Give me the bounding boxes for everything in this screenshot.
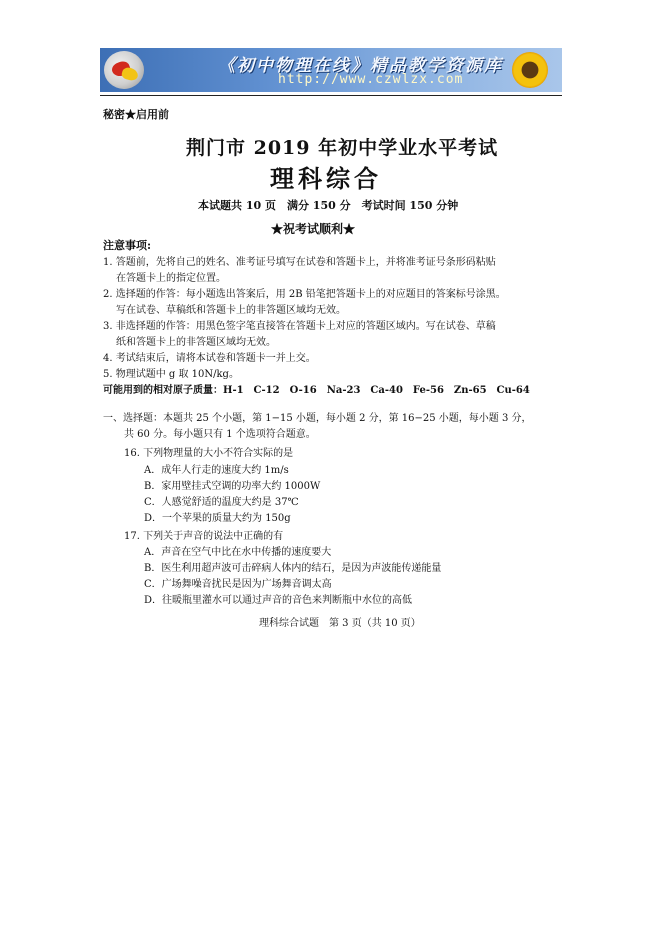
notice-item: 3. 非选择题的作答：用黑色签字笔直接答在答题卡上对应的答题区域内。写在试卷、草稿 [103,321,496,332]
question-option: D．一个苹果的质量大约为 150g [144,513,291,524]
banner-divider [100,95,562,96]
question-option: D．往暖瓶里灌水可以通过声音的音色来判断瓶中水位的高低 [144,595,413,606]
notice-item: 2. 选择题的作答：每小题选出答案后，用 2B 铅笔把答题卡上的对应题目的答案标号涂黑。 [103,289,506,300]
page-footer: 理科综合试题 第 3 页（共 10 页） [259,618,421,629]
section-intro: 一、选择题：本题共 25 个小题，第 1−15 小题，每小题 2 分，第 16−25 小题，每小题 3 分， [103,413,532,424]
question-stem: 16. 下列物理量的大小不符合实际的是 [124,448,294,459]
exam-info: 本试题共 10 页 满分 150 分 考试时间 150 分钟 [198,199,459,212]
exam-title: 荆门市 2019 年初中学业水平考试 [186,137,499,159]
exam-subject: 理科综合 [270,164,382,193]
question-option: B．家用壁挂式空调的功率大约 1000W [144,481,321,492]
question-stem: 17. 下列关于声音的说法中正确的有 [124,531,284,542]
question-option: A．成年人行走的速度大约 1m/s [144,465,289,476]
notice-item: 5. 物理试题中 g 取 10N/kg。 [103,369,239,380]
notice-item: 1. 答题前，先将自己的姓名、准考证号填写在试卷和答题卡上，并将准考证号条形码粘贴 [103,257,496,268]
header-banner [100,48,562,92]
banner-title: 《初中物理在线》精品教学资源库 [218,56,503,76]
banner-url[interactable]: http://www.czwlzx.com [278,72,464,87]
section-intro: 共 60 分。每小题只有 1 个选项符合题意。 [124,429,316,440]
question-option: C．广场舞噪音扰民是因为广场舞音调太高 [144,579,332,590]
secret-label: 秘密★启用前 [103,108,169,121]
question-option: B．医生利用超声波可击碎病人体内的结石，是因为声波能传递能量 [144,563,442,574]
atomic-mass-line: 可能用到的相对原子质量：H-1 C-12 O-16 Na-23 Ca-40 Fe-56 Zn-65 Cu-64 [103,385,530,396]
notice-item: 4. 考试结束后，请将本试卷和答题卡一并上交。 [103,353,316,364]
exam-blessing: ★祝考试顺利★ [271,222,356,236]
notice-heading: 注意事项: [103,239,152,252]
sunflower-icon [512,52,548,88]
question-option: C．人感觉舒适的温度大约是 37℃ [144,497,299,508]
notice-item: 在答题卡上的指定位置。 [116,273,226,284]
question-option: A．声音在空气中比在水中传播的速度要大 [144,547,332,558]
notice-item: 写在试卷、草稿纸和答题卡上的非答题区域均无效。 [116,305,346,316]
notice-item: 纸和答题卡上的非答题区域均无效。 [116,337,276,348]
